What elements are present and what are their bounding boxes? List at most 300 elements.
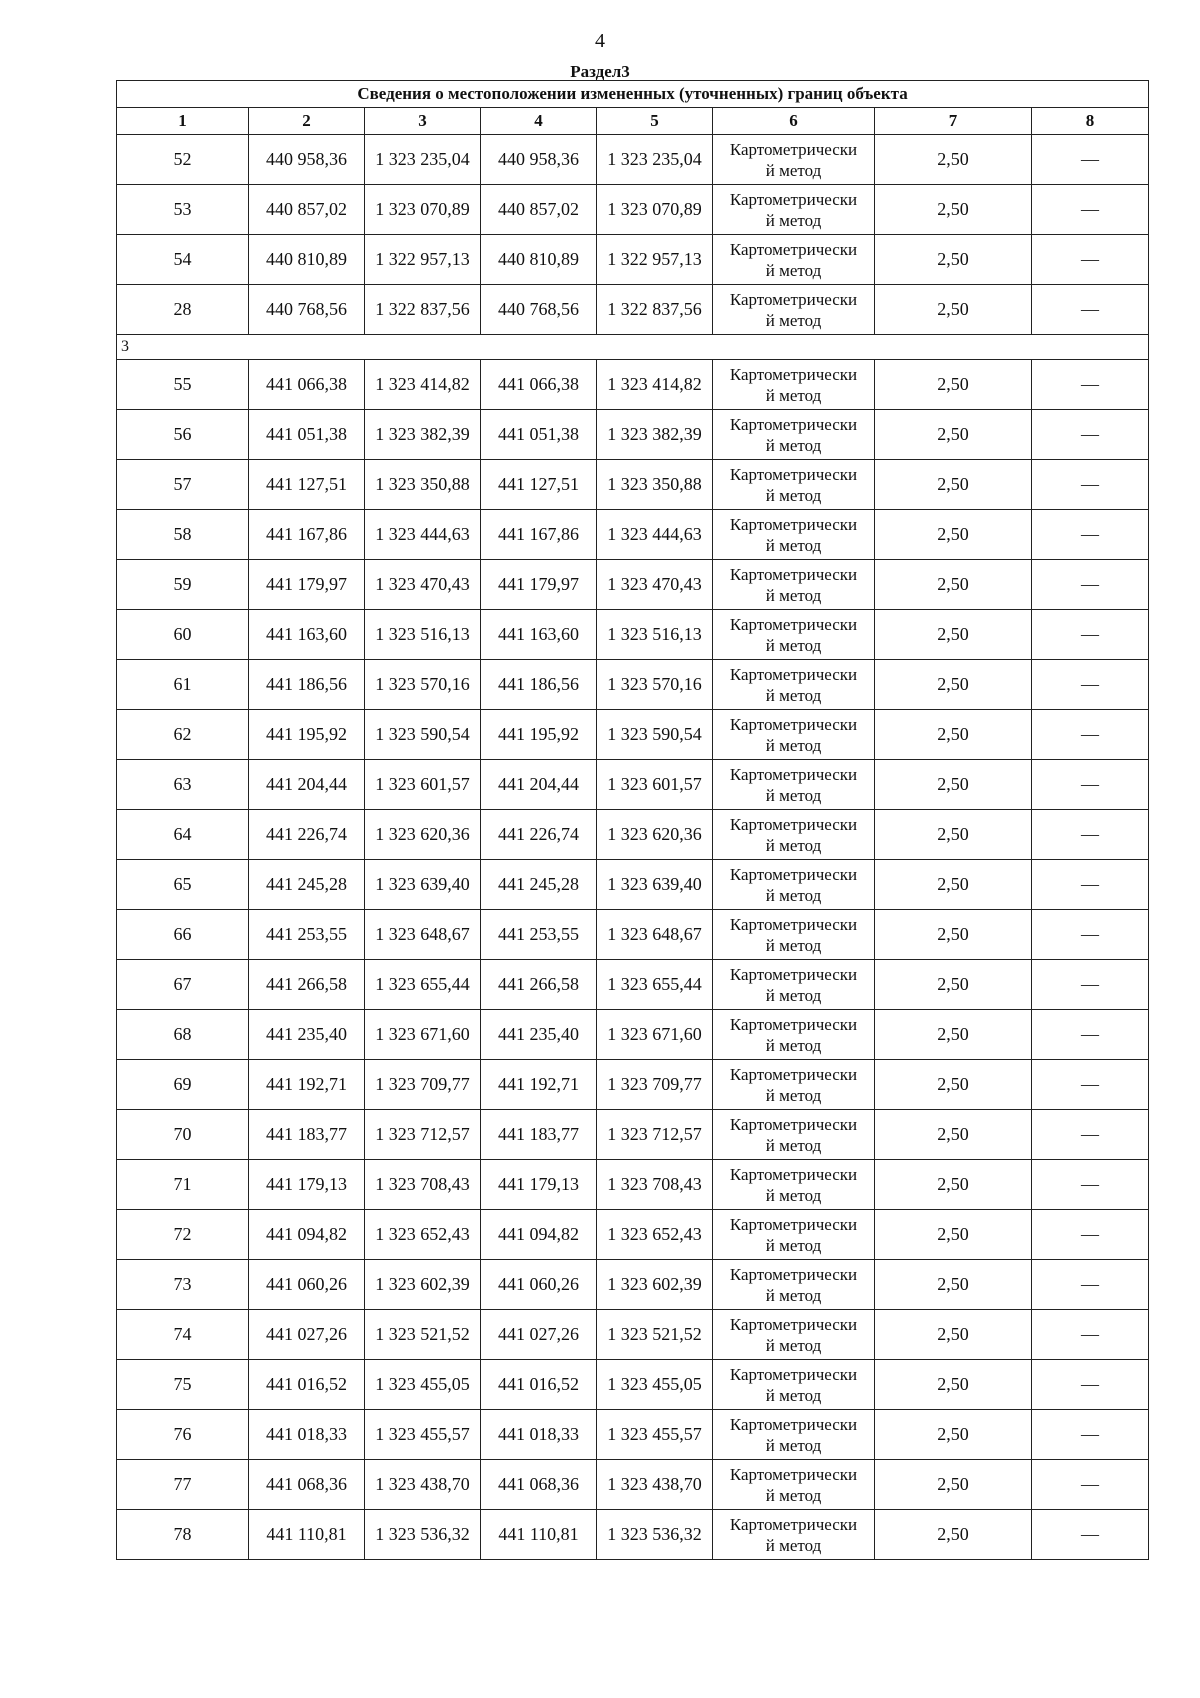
- point-number-cell: 78: [117, 1510, 249, 1560]
- x-existing-cell: 441 066,38: [249, 360, 365, 410]
- x-refined-cell: 441 051,38: [481, 410, 597, 460]
- point-number-cell: 64: [117, 810, 249, 860]
- y-refined-cell: 1 323 570,16: [597, 660, 713, 710]
- point-number-cell: 61: [117, 660, 249, 710]
- method-text: Картометрически: [729, 914, 858, 934]
- point-number-cell: 76: [117, 1410, 249, 1460]
- table-row: [117, 1160, 1149, 1210]
- method-text: Картометрически: [729, 289, 858, 309]
- table-row: [117, 510, 1149, 560]
- point-number-cell: 73: [117, 1260, 249, 1310]
- method-text: Картометрически: [729, 1364, 858, 1384]
- table-row: [117, 1110, 1149, 1160]
- x-refined-cell: 441 253,55: [481, 910, 597, 960]
- x-existing-cell: 440 810,89: [249, 235, 365, 285]
- y-existing-cell: 1 323 601,57: [365, 760, 481, 810]
- method-text: й метод: [765, 1035, 822, 1055]
- description-cell: —: [1032, 1060, 1149, 1110]
- method-text: Картометрически: [729, 414, 858, 434]
- x-existing-cell: 441 027,26: [249, 1310, 365, 1360]
- description-cell: —: [1032, 235, 1149, 285]
- y-refined-cell: 1 323 516,13: [597, 610, 713, 660]
- method-cell: [713, 810, 875, 860]
- method-text: Картометрически: [729, 664, 858, 684]
- description-cell: —: [1032, 1110, 1149, 1160]
- method-text: Картометрически: [729, 1264, 858, 1284]
- x-refined-cell: 440 857,02: [481, 185, 597, 235]
- point-number-cell: 62: [117, 710, 249, 760]
- point-number-cell: 70: [117, 1110, 249, 1160]
- x-refined-cell: 441 186,56: [481, 660, 597, 710]
- x-refined-cell: 441 195,92: [481, 710, 597, 760]
- y-refined-cell: 1 323 382,39: [597, 410, 713, 460]
- x-refined-cell: 440 958,36: [481, 135, 597, 185]
- method-text: й метод: [765, 1535, 822, 1555]
- y-refined-cell: 1 323 709,77: [597, 1060, 713, 1110]
- column-header: 2: [249, 108, 365, 135]
- x-existing-cell: 441 051,38: [249, 410, 365, 460]
- description-cell: —: [1032, 185, 1149, 235]
- x-existing-cell: 441 163,60: [249, 610, 365, 660]
- y-existing-cell: 1 323 570,16: [365, 660, 481, 710]
- method-text: й метод: [765, 535, 822, 555]
- method-text: й метод: [765, 1335, 822, 1355]
- column-header: 6: [713, 108, 875, 135]
- accuracy-cell: 2,50: [875, 135, 1032, 185]
- point-number-cell: 67: [117, 960, 249, 1010]
- accuracy-cell: 2,50: [875, 410, 1032, 460]
- y-refined-cell: 1 323 708,43: [597, 1160, 713, 1210]
- point-number-cell: 75: [117, 1360, 249, 1410]
- description-cell: —: [1032, 1160, 1149, 1210]
- description-cell: —: [1032, 1210, 1149, 1260]
- method-text: й метод: [765, 885, 822, 905]
- method-cell: [713, 1510, 875, 1560]
- column-header: 4: [481, 108, 597, 135]
- accuracy-cell: 2,50: [875, 710, 1032, 760]
- x-existing-cell: 441 110,81: [249, 1510, 365, 1560]
- method-text: Картометрически: [729, 239, 858, 259]
- x-refined-cell: 441 094,82: [481, 1210, 597, 1260]
- table-row: [117, 1010, 1149, 1060]
- description-cell: —: [1032, 610, 1149, 660]
- x-existing-cell: 441 266,58: [249, 960, 365, 1010]
- x-refined-cell: 441 110,81: [481, 1510, 597, 1560]
- column-number-row: [117, 108, 1149, 135]
- accuracy-cell: 2,50: [875, 1360, 1032, 1410]
- y-refined-cell: 1 323 414,82: [597, 360, 713, 410]
- method-text: й метод: [765, 1085, 822, 1105]
- description-cell: —: [1032, 460, 1149, 510]
- point-number-cell: 59: [117, 560, 249, 610]
- accuracy-cell: 2,50: [875, 1510, 1032, 1560]
- table-row: [117, 1260, 1149, 1310]
- y-refined-cell: 1 323 655,44: [597, 960, 713, 1010]
- y-refined-cell: 1 323 639,40: [597, 860, 713, 910]
- y-existing-cell: 1 323 438,70: [365, 1460, 481, 1510]
- x-refined-cell: 441 167,86: [481, 510, 597, 560]
- table-row: [117, 960, 1149, 1010]
- description-cell: —: [1032, 560, 1149, 610]
- accuracy-cell: 2,50: [875, 560, 1032, 610]
- method-cell: [713, 1310, 875, 1360]
- y-existing-cell: 1 323 590,54: [365, 710, 481, 760]
- x-existing-cell: 441 018,33: [249, 1410, 365, 1460]
- x-existing-cell: 441 179,13: [249, 1160, 365, 1210]
- table-row: [117, 1410, 1149, 1460]
- y-refined-cell: 1 323 235,04: [597, 135, 713, 185]
- y-existing-cell: 1 323 536,32: [365, 1510, 481, 1560]
- method-cell: [713, 560, 875, 610]
- x-existing-cell: 441 094,82: [249, 1210, 365, 1260]
- x-existing-cell: 441 183,77: [249, 1110, 365, 1160]
- table-row: [117, 560, 1149, 610]
- accuracy-cell: 2,50: [875, 185, 1032, 235]
- accuracy-cell: 2,50: [875, 1010, 1032, 1060]
- x-refined-cell: 441 018,33: [481, 1410, 597, 1460]
- group-separator-row: [117, 335, 1149, 360]
- accuracy-cell: 2,50: [875, 1060, 1032, 1110]
- y-refined-cell: 1 323 648,67: [597, 910, 713, 960]
- description-cell: —: [1032, 1410, 1149, 1460]
- description-cell: —: [1032, 660, 1149, 710]
- accuracy-cell: 2,50: [875, 1260, 1032, 1310]
- y-existing-cell: 1 322 837,56: [365, 285, 481, 335]
- method-cell: [713, 1110, 875, 1160]
- table-row: [117, 135, 1149, 185]
- x-existing-cell: 441 060,26: [249, 1260, 365, 1310]
- method-text: й метод: [765, 485, 822, 505]
- table-row: [117, 1060, 1149, 1110]
- method-text: Картометрически: [729, 814, 858, 834]
- table-row: [117, 660, 1149, 710]
- accuracy-cell: 2,50: [875, 460, 1032, 510]
- table-row: [117, 285, 1149, 335]
- accuracy-cell: 2,50: [875, 810, 1032, 860]
- point-number-cell: 72: [117, 1210, 249, 1260]
- method-text: Картометрически: [729, 139, 858, 159]
- method-cell: [713, 185, 875, 235]
- description-cell: —: [1032, 910, 1149, 960]
- y-refined-cell: 1 323 590,54: [597, 710, 713, 760]
- method-cell: [713, 1360, 875, 1410]
- method-text: й метод: [765, 385, 822, 405]
- x-existing-cell: 441 253,55: [249, 910, 365, 960]
- point-number-cell: 71: [117, 1160, 249, 1210]
- point-number-cell: 69: [117, 1060, 249, 1110]
- y-refined-cell: 1 323 455,57: [597, 1410, 713, 1460]
- method-text: Картометрически: [729, 714, 858, 734]
- method-cell: [713, 910, 875, 960]
- x-refined-cell: 441 066,38: [481, 360, 597, 410]
- y-refined-cell: 1 323 602,39: [597, 1260, 713, 1310]
- column-header: 1: [117, 108, 249, 135]
- table-row: [117, 185, 1149, 235]
- description-cell: —: [1032, 1260, 1149, 1310]
- table-row: [117, 1510, 1149, 1560]
- method-cell: [713, 360, 875, 410]
- y-existing-cell: 1 323 652,43: [365, 1210, 481, 1260]
- table-row: [117, 460, 1149, 510]
- method-text: Картометрически: [729, 564, 858, 584]
- method-cell: [713, 1410, 875, 1460]
- y-existing-cell: 1 323 414,82: [365, 360, 481, 410]
- table-row: [117, 710, 1149, 760]
- method-cell: [713, 1210, 875, 1260]
- y-refined-cell: 1 323 712,57: [597, 1110, 713, 1160]
- table-body: [117, 135, 1149, 1560]
- x-refined-cell: 441 179,97: [481, 560, 597, 610]
- method-cell: [713, 660, 875, 710]
- method-text: й метод: [765, 685, 822, 705]
- method-text: Картометрически: [729, 1164, 858, 1184]
- x-refined-cell: 441 192,71: [481, 1060, 597, 1110]
- method-text: Картометрически: [729, 1214, 858, 1234]
- method-cell: [713, 1010, 875, 1060]
- x-refined-cell: 440 810,89: [481, 235, 597, 285]
- section-title: Раздел3: [570, 62, 630, 81]
- method-text: й метод: [765, 1435, 822, 1455]
- method-text: й метод: [765, 785, 822, 805]
- x-existing-cell: 441 204,44: [249, 760, 365, 810]
- x-existing-cell: 441 186,56: [249, 660, 365, 710]
- x-existing-cell: 441 167,86: [249, 510, 365, 560]
- point-number-cell: 58: [117, 510, 249, 560]
- y-refined-cell: 1 323 470,43: [597, 560, 713, 610]
- x-existing-cell: 440 768,56: [249, 285, 365, 335]
- point-number-cell: 63: [117, 760, 249, 810]
- method-cell: [713, 285, 875, 335]
- description-cell: —: [1032, 710, 1149, 760]
- method-text: й метод: [765, 435, 822, 455]
- point-number-cell: 68: [117, 1010, 249, 1060]
- method-text: й метод: [765, 585, 822, 605]
- method-text: й метод: [765, 1485, 822, 1505]
- description-cell: —: [1032, 960, 1149, 1010]
- method-text: Картометрически: [729, 614, 858, 634]
- method-cell: [713, 235, 875, 285]
- x-refined-cell: 441 245,28: [481, 860, 597, 910]
- y-existing-cell: 1 323 602,39: [365, 1260, 481, 1310]
- method-cell: [713, 135, 875, 185]
- y-refined-cell: 1 323 438,70: [597, 1460, 713, 1510]
- description-cell: —: [1032, 135, 1149, 185]
- point-number-cell: 54: [117, 235, 249, 285]
- method-text: й метод: [765, 985, 822, 1005]
- point-number-cell: 77: [117, 1460, 249, 1510]
- method-text: Картометрически: [729, 764, 858, 784]
- method-cell: [713, 1060, 875, 1110]
- x-refined-cell: 441 235,40: [481, 1010, 597, 1060]
- method-text: й метод: [765, 1185, 822, 1205]
- point-number-cell: 53: [117, 185, 249, 235]
- x-existing-cell: 441 235,40: [249, 1010, 365, 1060]
- accuracy-cell: 2,50: [875, 1110, 1032, 1160]
- x-existing-cell: 441 226,74: [249, 810, 365, 860]
- x-refined-cell: 441 179,13: [481, 1160, 597, 1210]
- point-number-cell: 74: [117, 1310, 249, 1360]
- y-existing-cell: 1 323 444,63: [365, 510, 481, 560]
- method-text: Картометрически: [729, 1064, 858, 1084]
- y-existing-cell: 1 323 382,39: [365, 410, 481, 460]
- accuracy-cell: 2,50: [875, 1460, 1032, 1510]
- method-text: Картометрически: [729, 364, 858, 384]
- x-existing-cell: 441 179,97: [249, 560, 365, 610]
- method-text: Картометрически: [729, 864, 858, 884]
- y-existing-cell: 1 323 235,04: [365, 135, 481, 185]
- x-refined-cell: 441 016,52: [481, 1360, 597, 1410]
- method-cell: [713, 610, 875, 660]
- y-refined-cell: 1 323 652,43: [597, 1210, 713, 1260]
- method-text: й метод: [765, 210, 822, 230]
- description-cell: —: [1032, 1460, 1149, 1510]
- y-existing-cell: 1 323 655,44: [365, 960, 481, 1010]
- method-text: Картометрически: [729, 964, 858, 984]
- y-existing-cell: 1 323 620,36: [365, 810, 481, 860]
- accuracy-cell: 2,50: [875, 1310, 1032, 1360]
- description-cell: —: [1032, 1360, 1149, 1410]
- x-existing-cell: 441 192,71: [249, 1060, 365, 1110]
- table-row: [117, 1460, 1149, 1510]
- description-cell: —: [1032, 1310, 1149, 1360]
- x-refined-cell: 441 127,51: [481, 460, 597, 510]
- x-refined-cell: 441 060,26: [481, 1260, 597, 1310]
- method-cell: [713, 1460, 875, 1510]
- y-refined-cell: 1 322 957,13: [597, 235, 713, 285]
- y-refined-cell: 1 323 521,52: [597, 1310, 713, 1360]
- x-refined-cell: 441 163,60: [481, 610, 597, 660]
- page-number: 4: [595, 30, 605, 52]
- accuracy-cell: 2,50: [875, 235, 1032, 285]
- table-row: [117, 410, 1149, 460]
- method-text: й метод: [765, 1385, 822, 1405]
- method-text: й метод: [765, 935, 822, 955]
- y-existing-cell: 1 323 709,77: [365, 1060, 481, 1110]
- method-cell: [713, 710, 875, 760]
- accuracy-cell: 2,50: [875, 1160, 1032, 1210]
- description-cell: —: [1032, 860, 1149, 910]
- y-existing-cell: 1 323 516,13: [365, 610, 481, 660]
- column-header: 8: [1032, 108, 1149, 135]
- y-existing-cell: 1 323 470,43: [365, 560, 481, 610]
- method-text: й метод: [765, 160, 822, 180]
- accuracy-cell: 2,50: [875, 285, 1032, 335]
- table-row: [117, 810, 1149, 860]
- accuracy-cell: 2,50: [875, 1410, 1032, 1460]
- y-refined-cell: 1 323 536,32: [597, 1510, 713, 1560]
- description-cell: —: [1032, 810, 1149, 860]
- description-cell: —: [1032, 760, 1149, 810]
- method-cell: [713, 760, 875, 810]
- y-existing-cell: 1 323 648,67: [365, 910, 481, 960]
- x-existing-cell: 441 195,92: [249, 710, 365, 760]
- method-cell: [713, 510, 875, 560]
- y-existing-cell: 1 322 957,13: [365, 235, 481, 285]
- method-text: й метод: [765, 835, 822, 855]
- table-row: [117, 360, 1149, 410]
- description-cell: —: [1032, 285, 1149, 335]
- y-refined-cell: 1 323 671,60: [597, 1010, 713, 1060]
- y-refined-cell: 1 323 350,88: [597, 460, 713, 510]
- description-cell: —: [1032, 360, 1149, 410]
- y-existing-cell: 1 323 455,57: [365, 1410, 481, 1460]
- column-header: 5: [597, 108, 713, 135]
- x-existing-cell: 440 857,02: [249, 185, 365, 235]
- y-refined-cell: 1 323 070,89: [597, 185, 713, 235]
- method-text: й метод: [765, 1285, 822, 1305]
- y-existing-cell: 1 323 639,40: [365, 860, 481, 910]
- x-refined-cell: 441 183,77: [481, 1110, 597, 1160]
- y-existing-cell: 1 323 712,57: [365, 1110, 481, 1160]
- method-text: Картометрически: [729, 1114, 858, 1134]
- x-refined-cell: 441 068,36: [481, 1460, 597, 1510]
- method-text: й метод: [765, 310, 822, 330]
- method-text: Картометрически: [729, 1414, 858, 1434]
- x-refined-cell: 441 226,74: [481, 810, 597, 860]
- table-row: [117, 235, 1149, 285]
- point-number-cell: 56: [117, 410, 249, 460]
- x-refined-cell: 441 266,58: [481, 960, 597, 1010]
- method-text: Картометрически: [729, 1014, 858, 1034]
- x-existing-cell: 440 958,36: [249, 135, 365, 185]
- x-existing-cell: 441 068,36: [249, 1460, 365, 1510]
- table-row: [117, 860, 1149, 910]
- y-existing-cell: 1 323 521,52: [365, 1310, 481, 1360]
- method-cell: [713, 860, 875, 910]
- method-text: Картометрически: [729, 514, 858, 534]
- x-refined-cell: 441 027,26: [481, 1310, 597, 1360]
- x-refined-cell: 440 768,56: [481, 285, 597, 335]
- description-cell: —: [1032, 410, 1149, 460]
- point-number-cell: 60: [117, 610, 249, 660]
- y-refined-cell: 1 322 837,56: [597, 285, 713, 335]
- accuracy-cell: 2,50: [875, 510, 1032, 560]
- description-cell: —: [1032, 1510, 1149, 1560]
- table-caption: Сведения о местоположении измененных (уточненных) границ объекта: [117, 81, 1149, 108]
- description-cell: —: [1032, 510, 1149, 560]
- method-text: й метод: [765, 1235, 822, 1255]
- x-existing-cell: 441 245,28: [249, 860, 365, 910]
- table-row: [117, 1360, 1149, 1410]
- accuracy-cell: 2,50: [875, 610, 1032, 660]
- boundary-coordinates-table: [116, 80, 1149, 1560]
- table-row: [117, 910, 1149, 960]
- y-existing-cell: 1 323 671,60: [365, 1010, 481, 1060]
- point-number-cell: 57: [117, 460, 249, 510]
- accuracy-cell: 2,50: [875, 860, 1032, 910]
- x-existing-cell: 441 127,51: [249, 460, 365, 510]
- column-header: 7: [875, 108, 1032, 135]
- accuracy-cell: 2,50: [875, 910, 1032, 960]
- description-cell: —: [1032, 1010, 1149, 1060]
- y-refined-cell: 1 323 601,57: [597, 760, 713, 810]
- point-number-cell: 55: [117, 360, 249, 410]
- method-text: й метод: [765, 735, 822, 755]
- table-row: [117, 760, 1149, 810]
- method-cell: [713, 460, 875, 510]
- x-refined-cell: 441 204,44: [481, 760, 597, 810]
- method-cell: [713, 1260, 875, 1310]
- method-text: й метод: [765, 635, 822, 655]
- method-text: Картометрически: [729, 1314, 858, 1334]
- accuracy-cell: 2,50: [875, 1210, 1032, 1260]
- x-existing-cell: 441 016,52: [249, 1360, 365, 1410]
- table-row: [117, 610, 1149, 660]
- y-existing-cell: 1 323 070,89: [365, 185, 481, 235]
- method-cell: [713, 1160, 875, 1210]
- method-cell: [713, 410, 875, 460]
- y-refined-cell: 1 323 620,36: [597, 810, 713, 860]
